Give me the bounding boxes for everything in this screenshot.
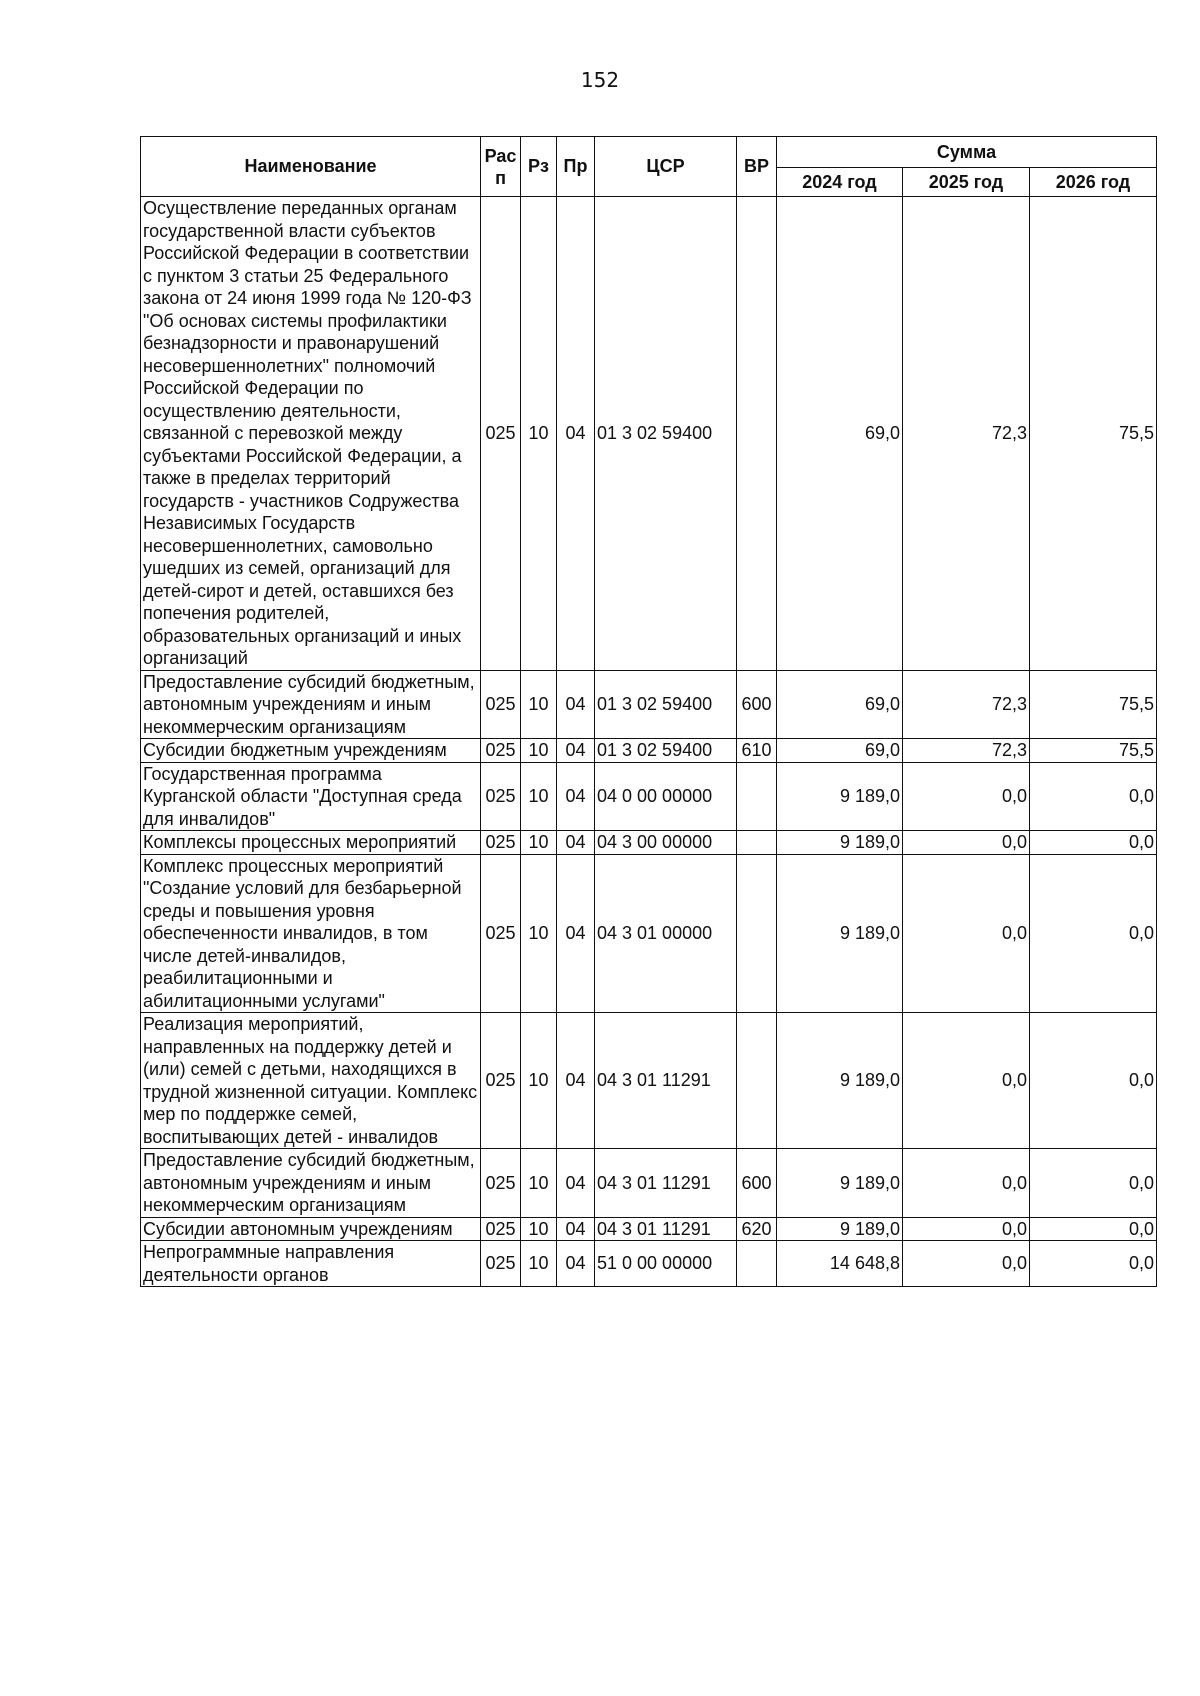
row-pr: 04 [557, 1241, 595, 1287]
row-sum-2025: 0,0 [903, 1013, 1030, 1149]
budget-table [140, 136, 1157, 1287]
header-csr: ЦСР [595, 137, 737, 197]
row-sum-2024: 9 189,0 [777, 1217, 903, 1241]
table-header [141, 137, 1157, 197]
table-row [141, 670, 1157, 739]
row-vr: 600 [737, 670, 777, 739]
table-row [141, 1149, 1157, 1218]
header-vr: ВР [737, 137, 777, 197]
row-sum-2026: 75,5 [1030, 739, 1157, 763]
row-name: Непрограммные направления деятельности органов [141, 1241, 481, 1287]
header-year-2024: 2024 год [777, 168, 903, 197]
row-rasp: 025 [481, 670, 521, 739]
row-sum-2025: 0,0 [903, 1149, 1030, 1218]
row-csr: 04 3 01 11291 [595, 1013, 737, 1149]
row-sum-2024: 69,0 [777, 197, 903, 671]
row-sum-2024: 14 648,8 [777, 1241, 903, 1287]
row-name: Реализация мероприятий, направленных на поддержку детей и (или) семей с детьми, находящихся в трудной жизненной ситуации. Комплекс мер по поддержке семей, воспитывающих детей - инвалидов [141, 1013, 481, 1149]
row-pr: 04 [557, 1149, 595, 1218]
row-sum-2026: 0,0 [1030, 1013, 1157, 1149]
row-sum-2025: 0,0 [903, 854, 1030, 1013]
row-rz: 10 [521, 1217, 557, 1241]
row-rz: 10 [521, 1149, 557, 1218]
row-vr [737, 1013, 777, 1149]
row-vr: 610 [737, 739, 777, 763]
row-rasp: 025 [481, 1241, 521, 1287]
row-csr: 01 3 02 59400 [595, 739, 737, 763]
row-name: Предоставление субсидий бюджетным, автономным учреждениям и иным некоммерческим организациям [141, 670, 481, 739]
row-sum-2026: 0,0 [1030, 1241, 1157, 1287]
table-row [141, 1241, 1157, 1287]
table-body [141, 197, 1157, 1287]
row-rz: 10 [521, 1013, 557, 1149]
row-sum-2024: 69,0 [777, 670, 903, 739]
row-sum-2024: 9 189,0 [777, 1013, 903, 1149]
table-row [141, 1013, 1157, 1149]
row-sum-2025: 0,0 [903, 1217, 1030, 1241]
row-pr: 04 [557, 670, 595, 739]
row-pr: 04 [557, 854, 595, 1013]
row-csr: 51 0 00 00000 [595, 1241, 737, 1287]
row-pr: 04 [557, 762, 595, 831]
row-rz: 10 [521, 854, 557, 1013]
row-csr: 04 3 01 11291 [595, 1217, 737, 1241]
table-row [141, 854, 1157, 1013]
row-csr: 04 3 00 00000 [595, 831, 737, 855]
row-sum-2024: 9 189,0 [777, 831, 903, 855]
row-pr: 04 [557, 739, 595, 763]
row-sum-2026: 0,0 [1030, 831, 1157, 855]
row-csr: 04 3 01 00000 [595, 854, 737, 1013]
header-year-2025: 2025 год [903, 168, 1030, 197]
row-vr [737, 1241, 777, 1287]
row-pr: 04 [557, 1013, 595, 1149]
row-vr [737, 762, 777, 831]
row-sum-2025: 0,0 [903, 831, 1030, 855]
row-name: Субсидии бюджетным учреждениям [141, 739, 481, 763]
row-csr: 04 0 00 00000 [595, 762, 737, 831]
row-rasp: 025 [481, 762, 521, 831]
row-rz: 10 [521, 762, 557, 831]
row-vr [737, 854, 777, 1013]
row-pr: 04 [557, 197, 595, 671]
row-sum-2026: 75,5 [1030, 670, 1157, 739]
row-rasp: 025 [481, 1217, 521, 1241]
row-sum-2026: 0,0 [1030, 762, 1157, 831]
table-row [141, 197, 1157, 671]
row-rz: 10 [521, 197, 557, 671]
table-row [141, 1217, 1157, 1241]
header-rasp: Рас п [481, 137, 521, 197]
row-vr: 600 [737, 1149, 777, 1218]
header-name: Наименование [141, 137, 481, 197]
row-sum-2026: 0,0 [1030, 854, 1157, 1013]
row-name: Государственная программа Курганской области "Доступная среда для инвалидов" [141, 762, 481, 831]
row-rasp: 025 [481, 197, 521, 671]
header-pr: Пр [557, 137, 595, 197]
row-name: Субсидии автономным учреждениям [141, 1217, 481, 1241]
row-pr: 04 [557, 1217, 595, 1241]
row-sum-2024: 9 189,0 [777, 1149, 903, 1218]
row-sum-2024: 69,0 [777, 739, 903, 763]
header-rz: Рз [521, 137, 557, 197]
header-sum: Сумма [777, 137, 1157, 168]
row-sum-2025: 72,3 [903, 670, 1030, 739]
row-name: Комплексы процессных мероприятий [141, 831, 481, 855]
row-rasp: 025 [481, 1149, 521, 1218]
row-sum-2025: 0,0 [903, 762, 1030, 831]
row-rz: 10 [521, 739, 557, 763]
row-sum-2026: 0,0 [1030, 1217, 1157, 1241]
row-vr: 620 [737, 1217, 777, 1241]
row-sum-2026: 0,0 [1030, 1149, 1157, 1218]
row-vr [737, 831, 777, 855]
row-name: Комплекс процессных мероприятий "Создание условий для безбарьерной среды и повышения уровня обеспеченности инвалидов, в том числе детей-инвалидов, реабилитационными и абилитационными услугами" [141, 854, 481, 1013]
row-rasp: 025 [481, 739, 521, 763]
row-vr [737, 197, 777, 671]
row-rasp: 025 [481, 831, 521, 855]
row-sum-2024: 9 189,0 [777, 762, 903, 831]
row-sum-2025: 72,3 [903, 739, 1030, 763]
row-name: Осуществление переданных органам государственной власти субъектов Российской Федерации в соответствии с пунктом 3 статьи 25 Федерального закона от 24 июня 1999 года № 120-ФЗ "Об основах системы профилактики безнадзорности и правонарушений несовершеннолетних" полномочий Российской Федерации по осуществлению деятельности, связанной с перевозкой между субъектами Российской Федерации, а также в пределах территорий государств - участников Содружества Независимых Государств несовершеннолетних, самовольно ушедших из семей, организаций для детей-сирот и детей, оставшихся без попечения родителей, образовательных организаций и иных организаций [141, 197, 481, 671]
table-row [141, 831, 1157, 855]
row-rz: 10 [521, 831, 557, 855]
header-year-2026: 2026 год [1030, 168, 1157, 197]
table-row [141, 762, 1157, 831]
row-name: Предоставление субсидий бюджетным, автономным учреждениям и иным некоммерческим организациям [141, 1149, 481, 1218]
row-rasp: 025 [481, 854, 521, 1013]
row-csr: 04 3 01 11291 [595, 1149, 737, 1218]
page-number: 152 [580, 68, 620, 92]
row-rasp: 025 [481, 1013, 521, 1149]
row-rz: 10 [521, 1241, 557, 1287]
row-sum-2025: 72,3 [903, 197, 1030, 671]
table-row [141, 739, 1157, 763]
row-sum-2026: 75,5 [1030, 197, 1157, 671]
row-rz: 10 [521, 670, 557, 739]
row-pr: 04 [557, 831, 595, 855]
row-sum-2025: 0,0 [903, 1241, 1030, 1287]
row-csr: 01 3 02 59400 [595, 197, 737, 671]
row-csr: 01 3 02 59400 [595, 670, 737, 739]
row-sum-2024: 9 189,0 [777, 854, 903, 1013]
